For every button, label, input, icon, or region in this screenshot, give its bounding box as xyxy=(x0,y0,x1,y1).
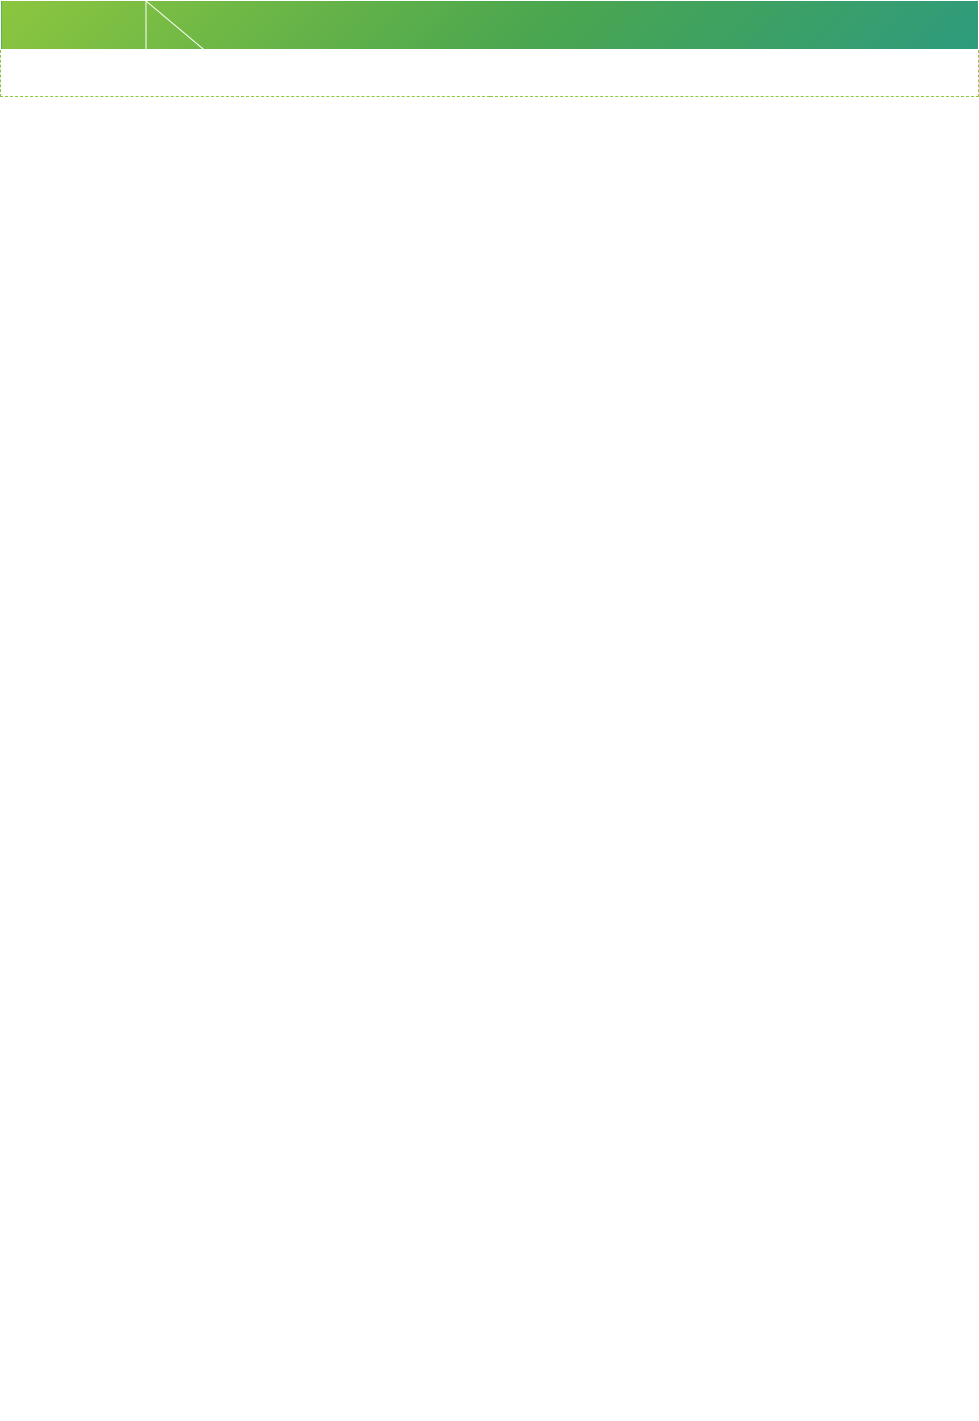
corner-diagonal-lines xyxy=(1,1,258,50)
header-corner-cell xyxy=(1,1,979,50)
total-row xyxy=(1,50,979,97)
total-section xyxy=(1,50,979,97)
table-header xyxy=(1,1,979,50)
enrollment-plan-table xyxy=(0,0,979,97)
total-label xyxy=(1,50,979,97)
